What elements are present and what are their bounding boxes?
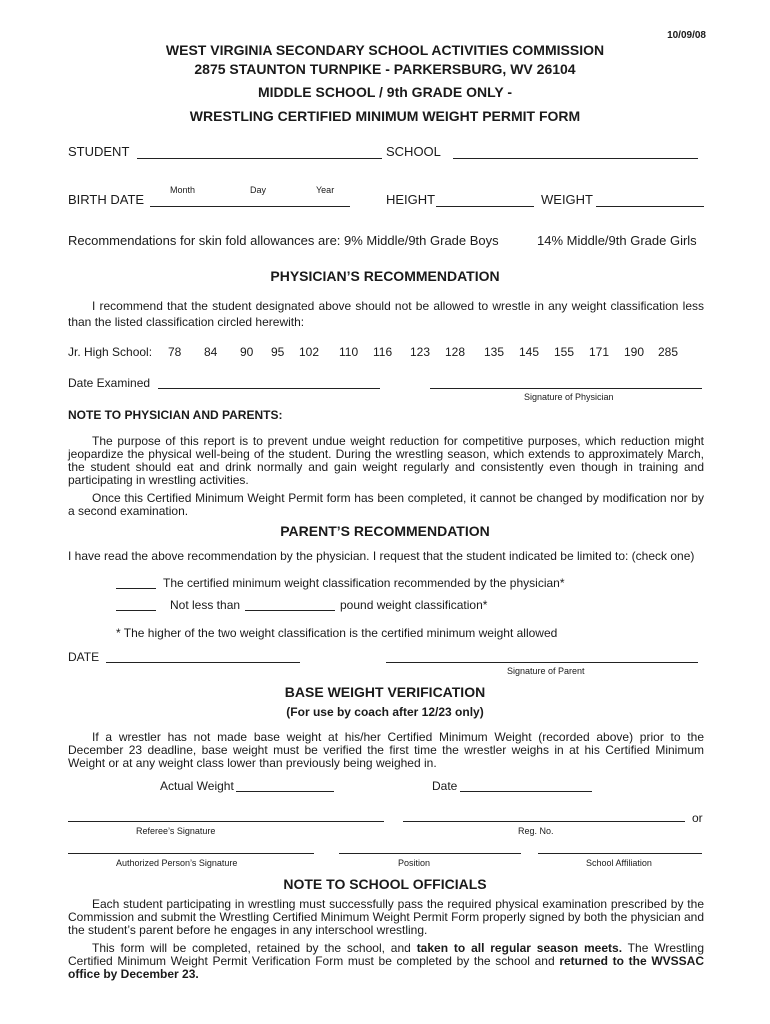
parent-date-label: DATE bbox=[68, 650, 100, 664]
note-title: NOTE TO PHYSICIAN AND PARENTS: bbox=[68, 408, 283, 422]
header-commission: WEST VIRGINIA SECONDARY SCHOOL ACTIVITIES COMMISSION bbox=[165, 42, 605, 58]
weight-class[interactable]: 102 bbox=[299, 345, 320, 359]
note-paragraph-1: The purpose of this report is to prevent undue weight reduction for competitive purposes, which reduction might jeopardize the physical well-being of the student. During the wrestling season, which extends to approximately March, the student should eat and drink normally and gain weight regularly and consistently even though in training and participating in wrestling activities. bbox=[68, 434, 704, 487]
option2-label-a: Not less than bbox=[170, 598, 241, 612]
weight-class[interactable]: 84 bbox=[204, 345, 218, 359]
parent-signature-field[interactable] bbox=[386, 662, 698, 663]
header-grade: MIDDLE SCHOOL / 9th GRADE ONLY - bbox=[257, 84, 513, 100]
weight-class[interactable]: 90 bbox=[240, 345, 254, 359]
parent-footnote: * The higher of the two weight classification is the certified minimum weight allowed bbox=[116, 626, 558, 640]
option1-label: The certified minimum weight classification recommended by the physician* bbox=[163, 576, 565, 590]
physician-signature-field[interactable] bbox=[430, 388, 702, 389]
base-weight-paragraph: If a wrestler has not made base weight at his/her Certified Minimum Weight (recorded above) prior to the December 23 deadline, base weight must be verified the first time the wrestler weighs in at his Certified Minimum Weight or at any weight class lower than previously being weighed in. bbox=[68, 730, 704, 770]
month-label: Month bbox=[170, 185, 196, 195]
school-label: SCHOOL bbox=[386, 144, 441, 159]
date-examined-label: Date Examined bbox=[68, 376, 151, 390]
height-label: HEIGHT bbox=[386, 192, 436, 207]
officials-p2-d: returned to the WVSSAC office by December 23. bbox=[68, 954, 704, 981]
referee-signature-field[interactable] bbox=[68, 821, 384, 822]
weight-class[interactable]: 128 bbox=[445, 345, 466, 359]
pound-weight-field[interactable] bbox=[245, 610, 335, 611]
weight-label: WEIGHT bbox=[541, 192, 593, 207]
base-weight-title: BASE WEIGHT VERIFICATION bbox=[284, 684, 486, 700]
day-label: Day bbox=[250, 185, 267, 195]
form-date-code: 10/09/08 bbox=[667, 30, 706, 41]
parent-intro: I have read the above recommendation by the physician. I request that the student indicated be limited to: (check one) bbox=[68, 549, 695, 563]
base-date-field[interactable] bbox=[460, 791, 592, 792]
header-address: 2875 STAUNTON TURNPIKE - PARKERSBURG, WV 26104 bbox=[194, 61, 576, 77]
skinfold-boys: Recommendations for skin fold allowances are: 9% Middle/9th Grade Boys bbox=[68, 233, 499, 248]
physician-paragraph: I recommend that the student designated above should not be allowed to wrestle in any weight classification less than the listed classification circled herewith: bbox=[68, 299, 704, 329]
weight-class[interactable]: 78 bbox=[168, 345, 182, 359]
student-label: STUDENT bbox=[68, 144, 130, 159]
school-affiliation-label: School Affiliation bbox=[586, 858, 652, 868]
officials-p2-a: This form will be completed, retained by the school, and bbox=[92, 941, 417, 955]
option2-label-b: pound weight classification* bbox=[340, 598, 488, 612]
or-label: or bbox=[692, 811, 703, 825]
weight-class[interactable]: 95 bbox=[271, 345, 285, 359]
year-label: Year bbox=[316, 185, 335, 195]
weight-field[interactable] bbox=[596, 206, 704, 207]
weight-class[interactable]: 135 bbox=[484, 345, 505, 359]
height-field[interactable] bbox=[436, 206, 534, 207]
option2-checkbox[interactable] bbox=[116, 610, 156, 611]
note-paragraph-2: Once this Certified Minimum Weight Permit form has been completed, it cannot be changed by modification nor by a second examination. bbox=[68, 491, 704, 518]
officials-paragraph-1: Each student participating in wrestling must successfully pass the required physical examination prescribed by the Commission and submit the Wrestling Certified Minimum Weight Permit Form properly signed by both the physician and the student’s parent before he engages in any interschool wrestling. bbox=[68, 897, 704, 937]
weight-class[interactable]: 116 bbox=[373, 345, 393, 359]
actual-weight-field[interactable] bbox=[236, 791, 334, 792]
weight-class[interactable]: 110 bbox=[339, 345, 359, 359]
weight-class[interactable]: 190 bbox=[624, 345, 645, 359]
officials-title: NOTE TO SCHOOL OFFICIALS bbox=[283, 876, 487, 892]
authorized-signature-label: Authorized Person’s Signature bbox=[116, 858, 238, 868]
position-label: Position bbox=[398, 858, 431, 868]
weight-class[interactable]: 145 bbox=[519, 345, 540, 359]
weight-class[interactable]: 171 bbox=[589, 345, 610, 359]
parent-title: PARENT’S RECOMMENDATION bbox=[280, 523, 490, 539]
birth-date-field[interactable] bbox=[150, 206, 350, 207]
officials-paragraph-2 bbox=[68, 942, 704, 981]
weight-class[interactable]: 155 bbox=[554, 345, 575, 359]
weight-class[interactable]: 123 bbox=[410, 345, 431, 359]
actual-weight-label: Actual Weight bbox=[160, 779, 234, 793]
header-form-title: WRESTLING CERTIFIED MINIMUM WEIGHT PERMIT FORM bbox=[189, 108, 581, 124]
skinfold-girls: 14% Middle/9th Grade Girls bbox=[537, 233, 697, 248]
base-date-label: Date bbox=[432, 779, 458, 793]
student-field[interactable] bbox=[137, 158, 382, 159]
referee-signature-label: Referee’s Signature bbox=[136, 826, 216, 836]
reg-no-label: Reg. No. bbox=[518, 826, 554, 836]
position-field[interactable] bbox=[339, 853, 521, 854]
jr-high-label: Jr. High School: bbox=[68, 345, 153, 359]
weight-class[interactable]: 285 bbox=[658, 345, 679, 359]
option1-checkbox[interactable] bbox=[116, 588, 156, 589]
base-weight-subtitle: (For use by coach after 12/23 only) bbox=[286, 705, 484, 719]
school-field[interactable] bbox=[453, 158, 698, 159]
date-examined-field[interactable] bbox=[158, 388, 380, 389]
physician-title: PHYSICIAN’S RECOMMENDATION bbox=[270, 268, 500, 284]
school-affiliation-field[interactable] bbox=[538, 853, 702, 854]
authorized-signature-field[interactable] bbox=[68, 853, 314, 854]
parent-date-field[interactable] bbox=[106, 662, 300, 663]
officials-p2-b: taken to all regular season meets. bbox=[416, 941, 623, 955]
birth-date-label: BIRTH DATE bbox=[68, 192, 145, 207]
parent-signature-label: Signature of Parent bbox=[507, 666, 585, 676]
physician-signature-label: Signature of Physician bbox=[524, 392, 614, 402]
reg-no-field[interactable] bbox=[403, 821, 685, 822]
officials-p2-c: The Wrestling Certified Minimum Weight Permit Verification Form must be completed by the school and bbox=[68, 941, 705, 968]
